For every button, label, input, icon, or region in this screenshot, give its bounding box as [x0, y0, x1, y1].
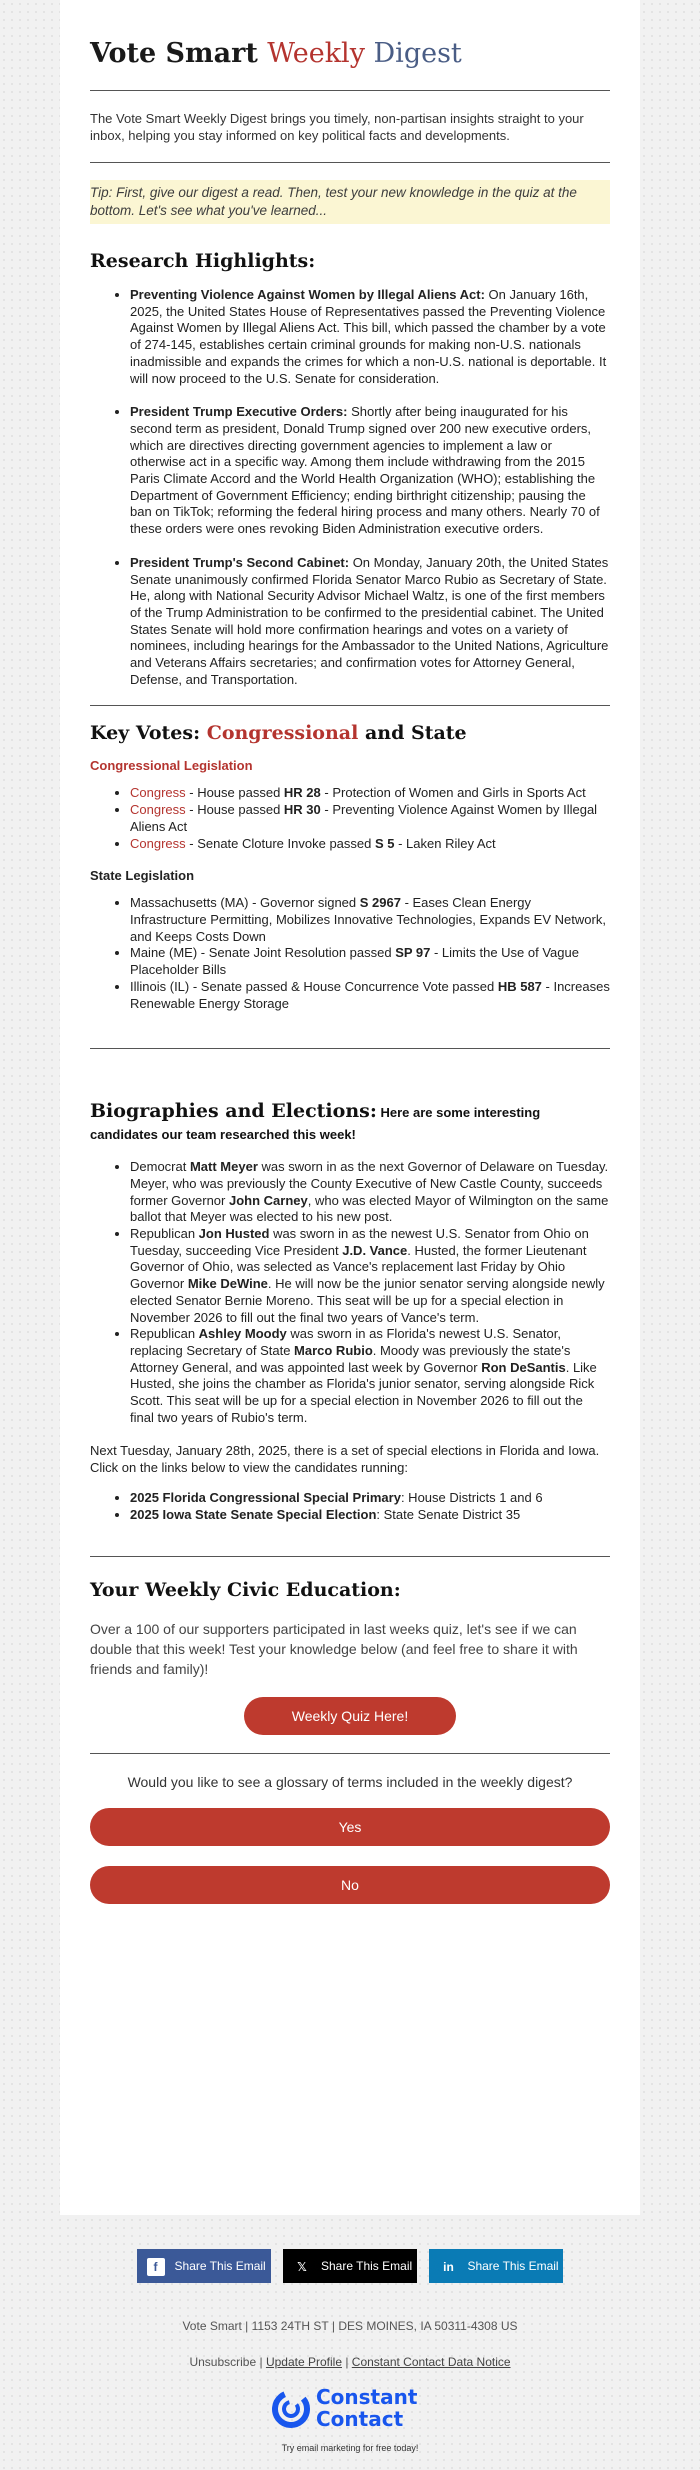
- special-election-link[interactable]: 2025 Florida Congressional Special Primary: [130, 1490, 401, 1506]
- share-linkedin-button[interactable]: [429, 2249, 563, 2283]
- heading-part: Key Votes:: [90, 722, 207, 745]
- bill-number: HR 30: [283, 802, 321, 818]
- special-election-link[interactable]: 2025 Iowa State Senate Special Election: [130, 1507, 377, 1523]
- bios-heading: [90, 1101, 610, 1145]
- action: - House passed: [185, 802, 284, 818]
- linkedin-icon: in: [443, 2259, 454, 2274]
- list-item: [130, 1159, 610, 1226]
- footer-address: Vote Smart | 1153 24TH ST | DES MOINES, IA 50311-4308 US: [182, 2319, 518, 2333]
- constant-contact-wordmark: [316, 2386, 417, 2430]
- special-elections-text: Next Tuesday, January 28th, 2025, there is a set of special elections in Florida and Iowa. Click on the links below to view the candidates running:: [90, 1443, 600, 1476]
- state-label: State Legislation: [90, 868, 195, 884]
- bill-desc: - Increases Renewable Energy Storage: [130, 978, 610, 1011]
- chamber: Congress: [130, 835, 186, 851]
- congressional-list: [90, 785, 610, 852]
- email-body: [60, 0, 640, 2215]
- text: was sworn in as the newest U.S. Senator from Ohio on Tuesday, succeeding Vice President: [130, 1226, 589, 1258]
- person-name: Matt Meyer: [189, 1159, 258, 1175]
- heading-part: Congressional: [206, 722, 359, 745]
- item-body: On Monday, January 20th, the United States Senate unanimously confirmed Florida Senator Marco Rubio as Secretary of State. He, along with National Security Advisor Michael Waltz, is one of the first members of the Trump Administration to be confirmed to the presidential cabinet. The United States Senate will hold more confirmation hearings and votes on a variety of nominees, including hearings for the Ambassador to the United Nations, Agriculture and Veterans Affairs secretaries; and confirmation votes for Attorney General, Defense, and Transportation.: [130, 554, 609, 687]
- item-title: Preventing Violence Against Women by Illegal Aliens Act:: [130, 287, 485, 302]
- congressional-label: Congressional Legislation: [90, 758, 253, 774]
- bill-desc: - Limits the Use of Vague Placeholder Bills: [130, 945, 579, 978]
- civic-heading: Your Weekly Civic Education:: [90, 1578, 401, 1601]
- bill-number: HR 28: [283, 785, 321, 801]
- intro-text: The Vote Smart Weekly Digest brings you timely, non-partisan insights straight to your inbox, helping you stay informed on key political facts and developments.: [90, 111, 584, 143]
- divider: [90, 90, 610, 91]
- bill-desc: - Laken Riley Act: [394, 835, 496, 851]
- separator: |: [342, 2355, 352, 2369]
- list-item: [130, 785, 610, 802]
- person-name: J.D. Vance: [342, 1242, 408, 1258]
- list-item: [130, 895, 610, 945]
- share-x-button[interactable]: [283, 2249, 417, 2283]
- title-part-1: Vote Smart: [90, 38, 268, 69]
- text: . Moody was previously the state's Attorney General, and was appointed last week by Governor: [130, 1342, 571, 1375]
- divider: [90, 1556, 610, 1557]
- list-item: [130, 945, 610, 978]
- yes-button[interactable]: Yes: [90, 1808, 610, 1846]
- text: , who was elected Mayor of Wilmington on the same ballot that Meyer was elected to his new post.: [130, 1192, 609, 1225]
- special-election-desc: : State Senate District 35: [376, 1507, 521, 1523]
- bill-number: SP 97: [395, 945, 431, 961]
- digest-title: [90, 0, 610, 90]
- chamber: Congress: [130, 802, 186, 818]
- share-facebook-button[interactable]: [137, 2249, 271, 2283]
- glossary-question: Would you like to see a glossary of terms included in the weekly digest?: [127, 1773, 573, 1790]
- separator: |: [256, 2355, 266, 2369]
- list-item: [130, 1226, 610, 1326]
- person-name: Marco Rubio: [294, 1342, 373, 1358]
- bill-number: S 5: [374, 835, 395, 851]
- text: Republican: [130, 1226, 199, 1242]
- facebook-icon: f: [147, 2258, 165, 2276]
- text: . Husted, the former Lieutenant Governor of Ohio, was selected as Vance's replacement last Friday by Ohio Governor: [130, 1242, 587, 1292]
- brand-line: Contact: [316, 2407, 404, 2431]
- text: was sworn in as the next Governor of Delaware on Tuesday. Meyer, who was previously the County Executive of New Castle County, succeeds former Governor: [130, 1159, 609, 1208]
- footer-links: [0, 2355, 700, 2369]
- person-name: Ron DeSantis: [481, 1359, 566, 1375]
- list-item: [130, 555, 610, 689]
- action: Maine (ME) - Senate Joint Resolution passed: [130, 945, 396, 961]
- list-item: [130, 287, 610, 387]
- divider: [90, 162, 610, 163]
- bill-desc: - Protection of Women and Girls in Sports Act: [320, 785, 586, 801]
- list-item: [130, 979, 610, 1012]
- list-item: [130, 404, 610, 538]
- bill-number: S 2967: [359, 895, 401, 911]
- person-name: Mike DeWine: [187, 1276, 268, 1292]
- item-body: On January 16th, 2025, the United States House of Representatives passed the Preventing Violence Against Women by Illegal Aliens Act. This bill, which passed the chamber by a vote of 274-145, establishes certain criminal grounds for making non-U.S. nationals inadmissible and expands the crimes for which a non-U.S. national is deportable. It will now proceed to the U.S. Senate for consideration.: [130, 287, 607, 386]
- share-label: Share This Email: [321, 2259, 413, 2273]
- cc-tagline[interactable]: Try email marketing for free today!: [281, 2443, 419, 2453]
- divider: [90, 1048, 610, 1049]
- bill-number: HB 587: [497, 978, 542, 994]
- action: - Senate Cloture Invoke passed: [185, 835, 375, 851]
- list-item: [130, 802, 610, 835]
- state-list: [90, 895, 610, 1012]
- item-title: President Trump Executive Orders:: [130, 404, 348, 420]
- divider: [90, 1753, 610, 1754]
- text: was sworn in as Florida's newest U.S. Senator, replacing Secretary of State: [130, 1326, 561, 1358]
- item-body: Shortly after being inaugurated for his second term as president, Donald Trump signed over 200 new executive orders, which are directives directing government agencies to implement a law or otherwise act in a specific way. Among them include withdrawing from the 2015 Paris Climate Accord and the World Health Organization (WHO); establishing the Department of Government Efficiency; ending birthright citizenship; pausing the ban on TikTok; reforming the federal hiring process and many others. Nearly 70 of these orders were ones revoking Biden Administration executive orders.: [130, 404, 600, 537]
- text: . Like Husted, she joins the chamber as Florida's junior senator, serving alongside Rick Scott. This seat will be up for a special election in November 2026 to fill out the final two years of Rubio's term.: [130, 1359, 597, 1425]
- divider: [90, 705, 610, 706]
- key-votes-heading: [90, 722, 610, 744]
- text: . He will now be the junior senator serving alongside newly elected Senator Bernie Moreno. This seat will be up for a special election in November 2026 to fill out the final two years of Vance's term.: [130, 1276, 605, 1325]
- research-heading: Research Highlights:: [90, 250, 316, 272]
- share-label: Share This Email: [467, 2259, 559, 2273]
- heading-subtext: Here are some interesting candidates our team researched this week!: [90, 1105, 541, 1143]
- chamber: Congress: [130, 785, 186, 801]
- research-list: [90, 287, 610, 688]
- unsubscribe-link[interactable]: Unsubscribe: [189, 2355, 257, 2369]
- list-item: [130, 1507, 610, 1524]
- special-election-desc: : House Districts 1 and 6: [400, 1490, 543, 1506]
- no-button[interactable]: No: [90, 1866, 610, 1904]
- text: Democrat: [130, 1159, 190, 1175]
- person-name: Ashley Moody: [198, 1326, 287, 1342]
- list-item: [130, 836, 610, 853]
- share-row: [0, 2249, 700, 2283]
- list-item: [130, 1326, 610, 1426]
- weekly-quiz-button[interactable]: Weekly Quiz Here!: [244, 1697, 456, 1735]
- title-part-3: Digest: [364, 38, 462, 69]
- data-notice-link[interactable]: Constant Contact Data Notice: [351, 2355, 511, 2369]
- title-part-2: Weekly: [267, 38, 365, 69]
- share-label: Share This Email: [174, 2259, 266, 2273]
- person-name: Jon Husted: [198, 1226, 270, 1242]
- x-icon: 𝕏: [297, 2259, 307, 2274]
- text: Republican: [130, 1326, 199, 1342]
- tip-text: Tip: First, give our digest a read. Then, test your new knowledge in the quiz at the bottom. Let's see what you've learned...: [90, 180, 610, 224]
- brand-line: Constant: [316, 2385, 418, 2409]
- update-profile-link[interactable]: Update Profile: [265, 2355, 342, 2369]
- action: - House passed: [185, 785, 284, 801]
- bios-list: [90, 1159, 610, 1426]
- special-elections-list: [90, 1490, 610, 1523]
- list-item: [130, 1490, 610, 1507]
- item-title: President Trump's Second Cabinet:: [130, 554, 350, 570]
- bill-desc: - Eases Clean Energy Infrastructure Permitting, Mobilizes Innovative Technologies, Expands EV Network, and Keeps Costs Down: [130, 895, 606, 944]
- civic-text: Over a 100 of our supporters participated in last weeks quiz, let's see if we can double that this week! Test your knowledge below (and feel free to share it with friends and family)!: [90, 1620, 578, 1677]
- heading-part: Biographies and Elections:: [90, 1100, 377, 1123]
- heading-part: and State: [358, 722, 467, 745]
- bill-desc: - Preventing Violence Against Women by Illegal Aliens Act: [130, 802, 598, 834]
- person-name: John Carney: [228, 1192, 308, 1208]
- action: Illinois (IL) - Senate passed & House Concurrence Vote passed: [130, 978, 498, 994]
- action: Massachusetts (MA) - Governor signed: [130, 895, 360, 911]
